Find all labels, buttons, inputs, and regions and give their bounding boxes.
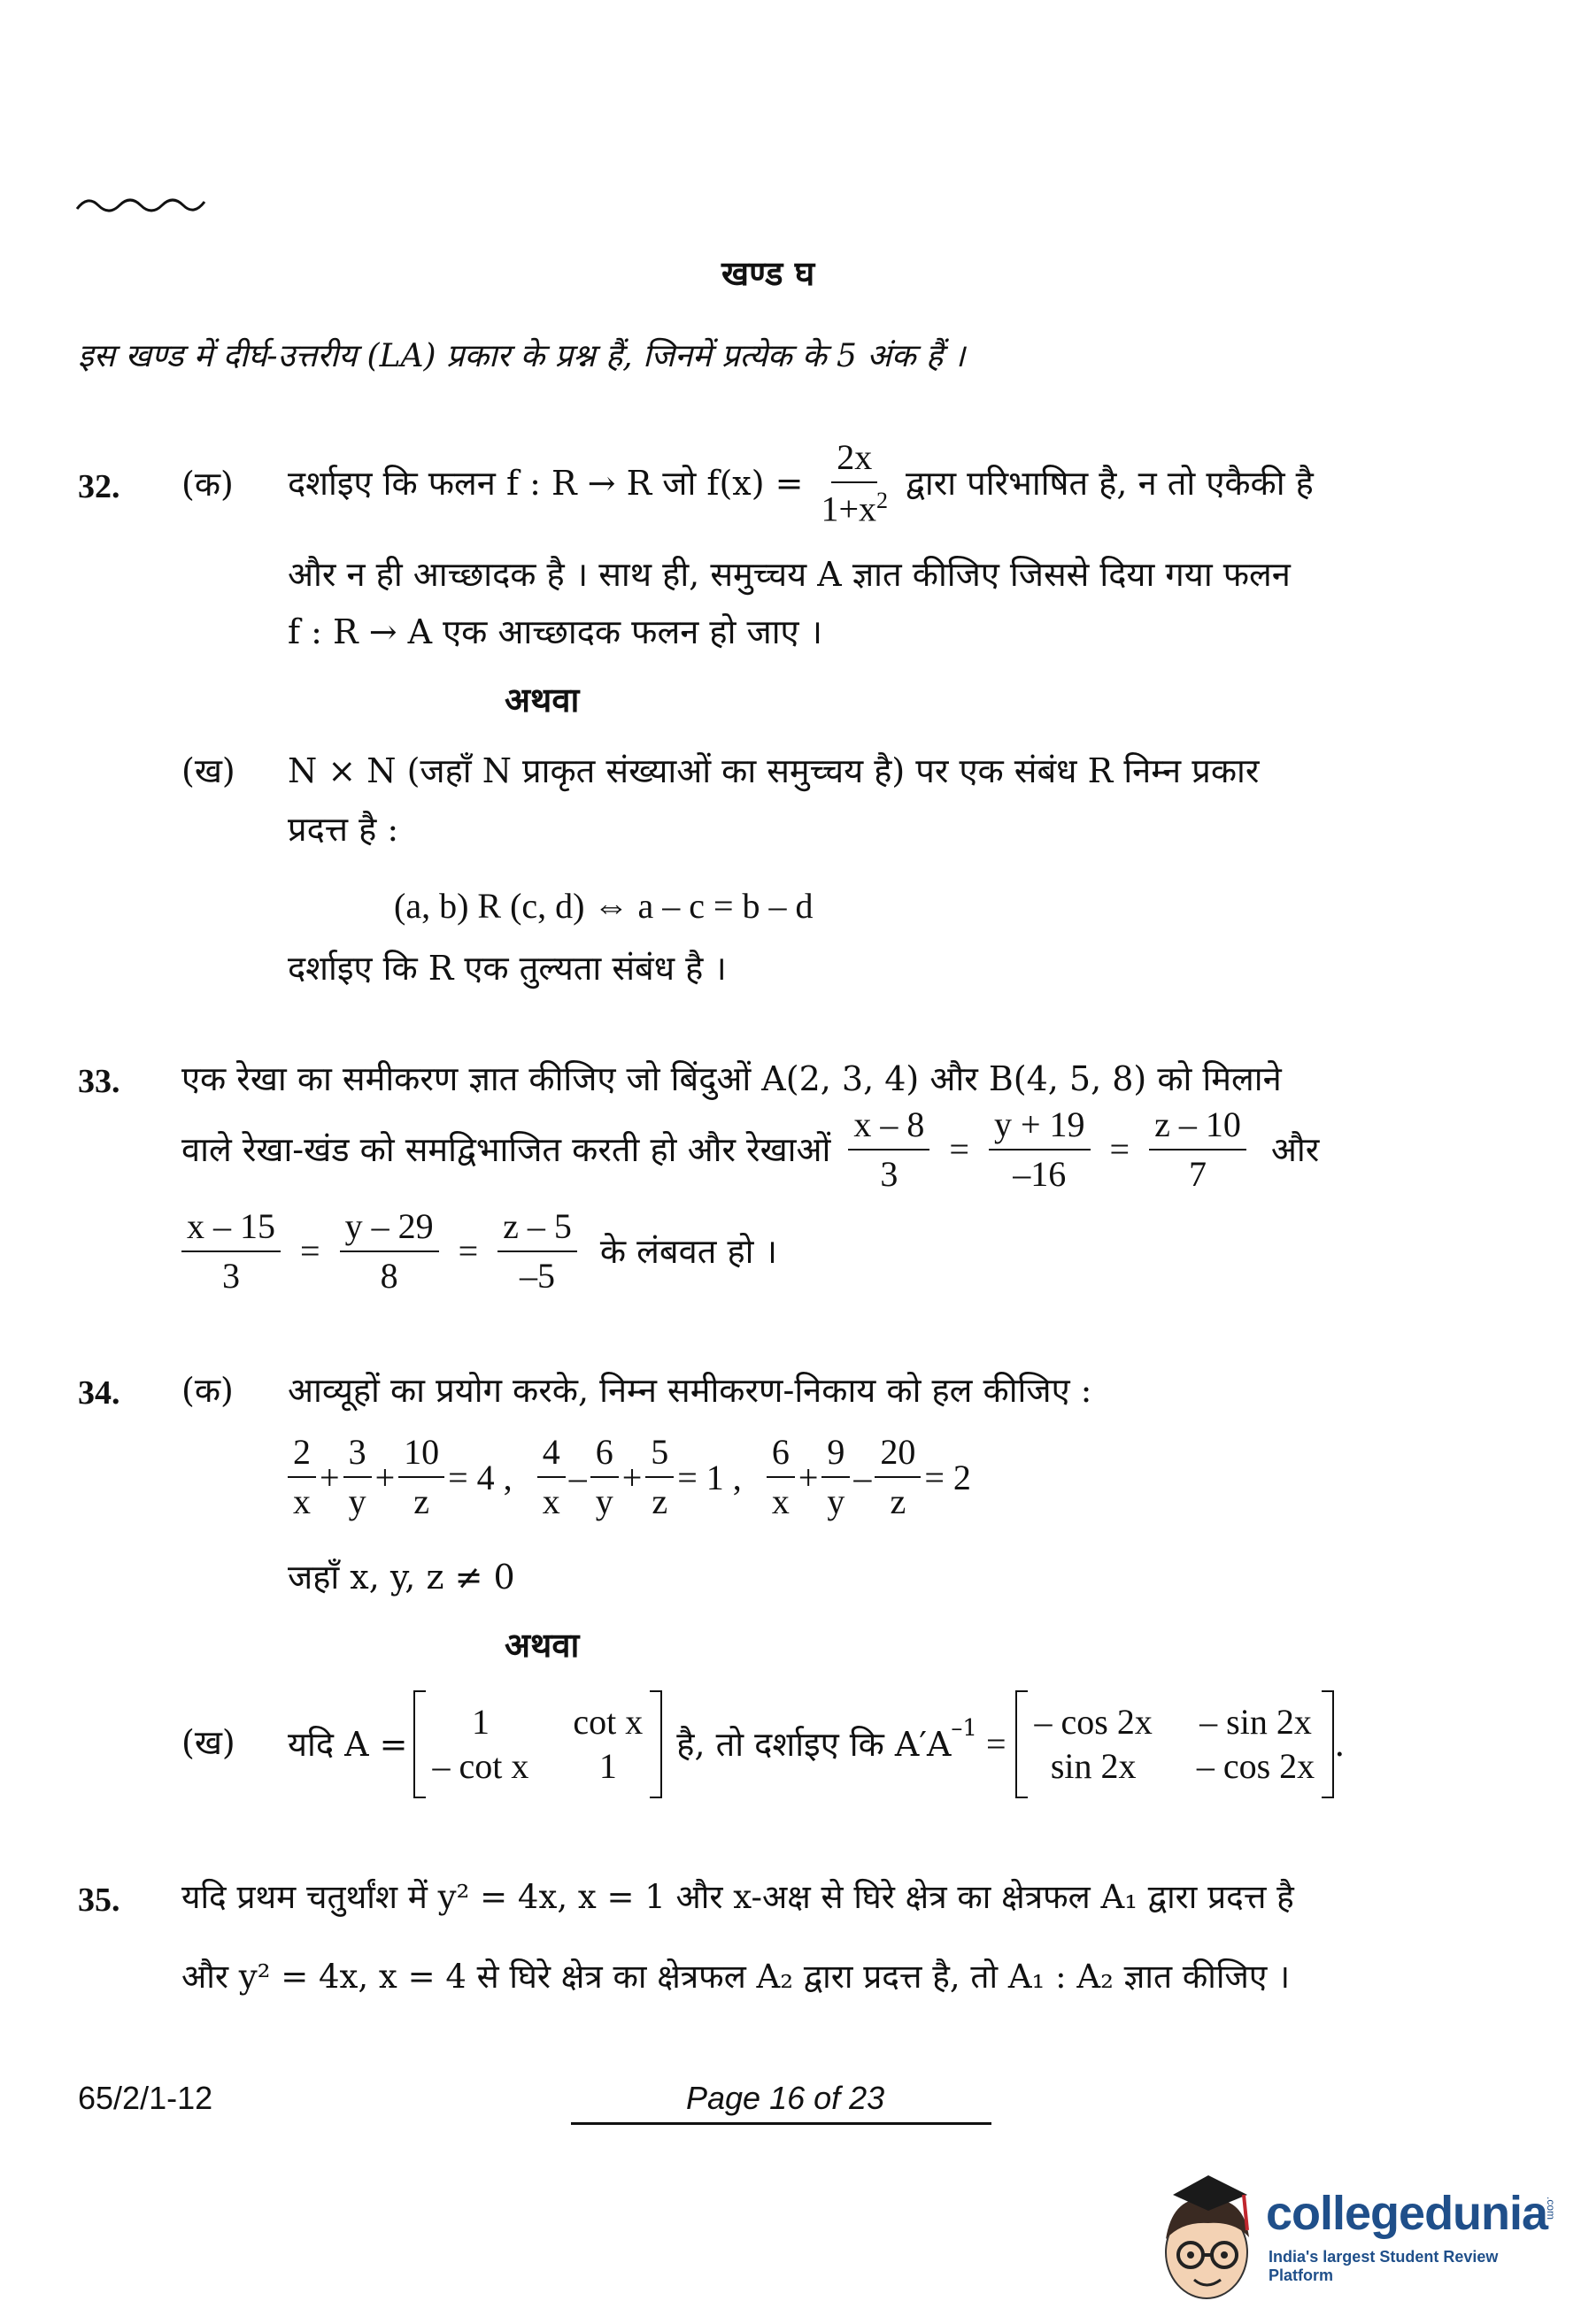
and-word: और	[1270, 1130, 1320, 1169]
student-mascot-icon	[1155, 2168, 1261, 2310]
part-label: (क)	[181, 465, 234, 504]
fraction-denominator: x	[542, 1481, 560, 1521]
fraction	[288, 1434, 316, 1520]
section-intro: इस खण्ड में दीर्घ-उत्तरीय (LA) प्रकार के प्रश्न हैं, जिनमें प्रत्येक के 5 अंक हैं ।	[78, 338, 966, 374]
fraction-denominator: –5	[520, 1256, 555, 1296]
fraction-denominator: 8	[380, 1256, 398, 1296]
q34a-line1: आव्यूहों का प्रयोग करके, निम्न समीकरण-निकाय को हल कीजिए :	[288, 1371, 1092, 1410]
fraction-denominator: y	[348, 1481, 366, 1521]
fraction	[989, 1106, 1091, 1193]
matrix-bracket-right	[650, 1690, 662, 1798]
q33-line1: एक रेखा का समीकरण ज्ञात कीजिए जो बिंदुओं A(2, 3, 4) और B(4, 5, 8) को मिलाने	[181, 1059, 1282, 1098]
fraction-denominator: y	[827, 1481, 845, 1521]
equals-sign: =	[949, 1129, 969, 1169]
fraction-denominator: z	[652, 1481, 668, 1521]
fraction	[497, 1208, 577, 1295]
fraction	[848, 1106, 929, 1193]
plus-sign: +	[320, 1457, 340, 1497]
fraction-denominator: 3	[222, 1256, 240, 1296]
q33-line3	[181, 1208, 777, 1295]
fraction-numerator: 5	[645, 1434, 674, 1478]
question-number: 35.	[78, 1882, 120, 1919]
question-number: 34.	[78, 1374, 120, 1412]
matrix-cell: 1	[598, 1746, 617, 1786]
fraction-numerator: 20	[875, 1434, 921, 1478]
matrix-cell: sin 2x	[1050, 1746, 1137, 1786]
den-exponent: 2	[876, 488, 889, 513]
q33-text-pre: वाले रेखा-खंड को समद्विभाजित करती हो और रेखाओं	[181, 1130, 831, 1169]
fraction	[815, 439, 893, 527]
inverse-exponent: –1	[951, 1715, 977, 1742]
fraction	[875, 1434, 921, 1520]
fraction-denominator: 3	[880, 1154, 898, 1194]
fraction	[821, 1434, 850, 1520]
fraction-denominator: y	[595, 1481, 613, 1521]
fraction-numerator: 9	[821, 1434, 850, 1478]
fraction-denominator: 7	[1188, 1154, 1207, 1194]
q32b-line2: प्रदत्त है :	[288, 810, 399, 849]
fraction-denominator: x	[771, 1481, 790, 1521]
equation-rhs: = 4 ,	[448, 1457, 513, 1497]
fraction	[181, 1208, 281, 1295]
equals-sign: =	[300, 1231, 320, 1271]
or-label: अथवा	[505, 680, 580, 720]
den-base: 1+x	[821, 489, 877, 529]
fraction-denominator: –16	[1013, 1154, 1067, 1194]
q32b-line1: N × N (जहाँ N प्राकृत संख्याओं का समुच्चय है) पर एक संबंध R निम्न प्रकार	[288, 751, 1260, 790]
collegedunia-logo[interactable]	[1155, 2168, 1562, 2310]
or-label: अथवा	[505, 1625, 580, 1665]
fraction	[767, 1434, 795, 1520]
q35-line2: और y² = 4x, x = 4 से घिरे क्षेत्र का क्षेत्रफल A₂ द्वारा प्रदत्त है, तो A₁ : A₂ ज्ञात कीजिए ।	[181, 1958, 1291, 1996]
fraction-denominator: x	[293, 1481, 311, 1521]
fraction-numerator: x – 15	[181, 1208, 281, 1252]
matrix-A	[426, 1702, 651, 1786]
q32a-text-post: द्वारा परिभाषित है, न तो एकैकी है	[906, 464, 1314, 504]
question-number: 33.	[78, 1063, 120, 1100]
q34a-equations	[288, 1434, 971, 1520]
matrix-cell: – sin 2x	[1199, 1702, 1312, 1742]
part-label: (क)	[181, 1371, 234, 1410]
logo-name: collegedunia	[1266, 2187, 1548, 2240]
equation-rhs: = 2	[924, 1457, 971, 1497]
minus-sign: –	[568, 1457, 587, 1497]
q34b-text-mid: है, तो दर्शाइए कि A′A	[676, 1725, 952, 1764]
squiggle-ornament	[75, 193, 208, 219]
matrix-cell: – cos 2x	[1034, 1702, 1153, 1742]
plus-sign: +	[798, 1457, 819, 1497]
q35-line1: यदि प्रथम चतुर्थांश में y² = 4x, x = 1 और x-अक्ष से घिरे क्षेत्र का क्षेत्रफल A₁ द्वारा प्रदत्त है	[181, 1878, 1294, 1916]
fraction-numerator: 6	[767, 1434, 795, 1478]
page-number: Page 16 of 23	[686, 2080, 885, 2116]
paper-code: 65/2/1-12	[78, 2080, 213, 2116]
matrix-bracket-left	[413, 1690, 426, 1798]
fraction	[398, 1434, 444, 1520]
part-label: (ख)	[181, 1723, 235, 1762]
fraction	[1149, 1106, 1246, 1193]
q32a-line2: और न ही आच्छादक है । साथ ही, समुच्चय A ज्ञात कीजिए जिससे दिया गया फलन	[288, 555, 1291, 594]
fraction-numerator: 6	[590, 1434, 619, 1478]
matrix-bracket-left	[1015, 1690, 1028, 1798]
q32a-text-pre: दर्शाइए कि फलन f : R → R जो f(x) =	[288, 464, 804, 504]
fraction-denominator	[815, 483, 893, 527]
matrix-bracket-right	[1322, 1690, 1334, 1798]
fraction	[340, 1208, 439, 1295]
q32a-line3: f : R → A एक आच्छादक फलन हो जाए ।	[288, 612, 823, 651]
fraction-numerator: x – 8	[848, 1106, 929, 1150]
matrix-cell: 1	[471, 1702, 490, 1742]
question-number: 32.	[78, 468, 120, 505]
q32b-line3: दर्शाइए कि R एक तुल्यता संबंध है ।	[288, 949, 727, 988]
matrix-cell: cot x	[573, 1702, 644, 1742]
matrix-cell: – cot x	[432, 1746, 529, 1786]
minus-sign: –	[853, 1457, 872, 1497]
fraction	[537, 1434, 566, 1520]
plus-sign: +	[374, 1457, 396, 1497]
fraction-numerator: 4	[537, 1434, 566, 1478]
plus-sign: +	[621, 1457, 643, 1497]
q32a-line1	[288, 439, 1314, 527]
q32b-relation: (a, b) R (c, d) ⇔ a – c = b – d	[394, 886, 814, 926]
fraction-denominator: z	[413, 1481, 429, 1521]
footer-rule	[571, 2122, 991, 2125]
fraction-numerator: 10	[398, 1434, 444, 1478]
period: .	[1334, 1725, 1346, 1764]
fraction-numerator: z – 10	[1149, 1106, 1246, 1150]
equals-sign: =	[1109, 1129, 1130, 1169]
fraction-denominator: z	[890, 1481, 906, 1521]
fraction-numerator: y + 19	[989, 1106, 1091, 1150]
q33-text-post: के लंबवत हो ।	[599, 1232, 777, 1271]
fraction-numerator: y – 29	[340, 1208, 439, 1252]
fraction-numerator: z – 5	[497, 1208, 577, 1252]
logo-suffix: .com	[1545, 2197, 1557, 2220]
if-text: यदि A =	[288, 1725, 408, 1764]
fraction	[645, 1434, 674, 1520]
fraction	[343, 1434, 372, 1520]
equation-rhs: = 1 ,	[677, 1457, 742, 1497]
fraction-numerator: 2x	[831, 439, 877, 483]
fraction-numerator: 2	[288, 1434, 316, 1478]
fraction	[590, 1434, 619, 1520]
part-label: (ख)	[181, 751, 235, 790]
fraction-numerator: 3	[343, 1434, 372, 1478]
q33-line2	[181, 1106, 1319, 1193]
q34b-line	[288, 1690, 1345, 1798]
equals-sign: =	[458, 1231, 479, 1271]
section-title: खण्ड घ	[721, 253, 815, 293]
equals-sign: =	[985, 1724, 1006, 1764]
q34a-where: जहाँ x, y, z ≠ 0	[288, 1558, 515, 1597]
matrix-result	[1028, 1702, 1323, 1786]
logo-tagline: India's largest Student Review Platform	[1269, 2248, 1499, 2284]
matrix-cell: – cos 2x	[1196, 1746, 1315, 1786]
